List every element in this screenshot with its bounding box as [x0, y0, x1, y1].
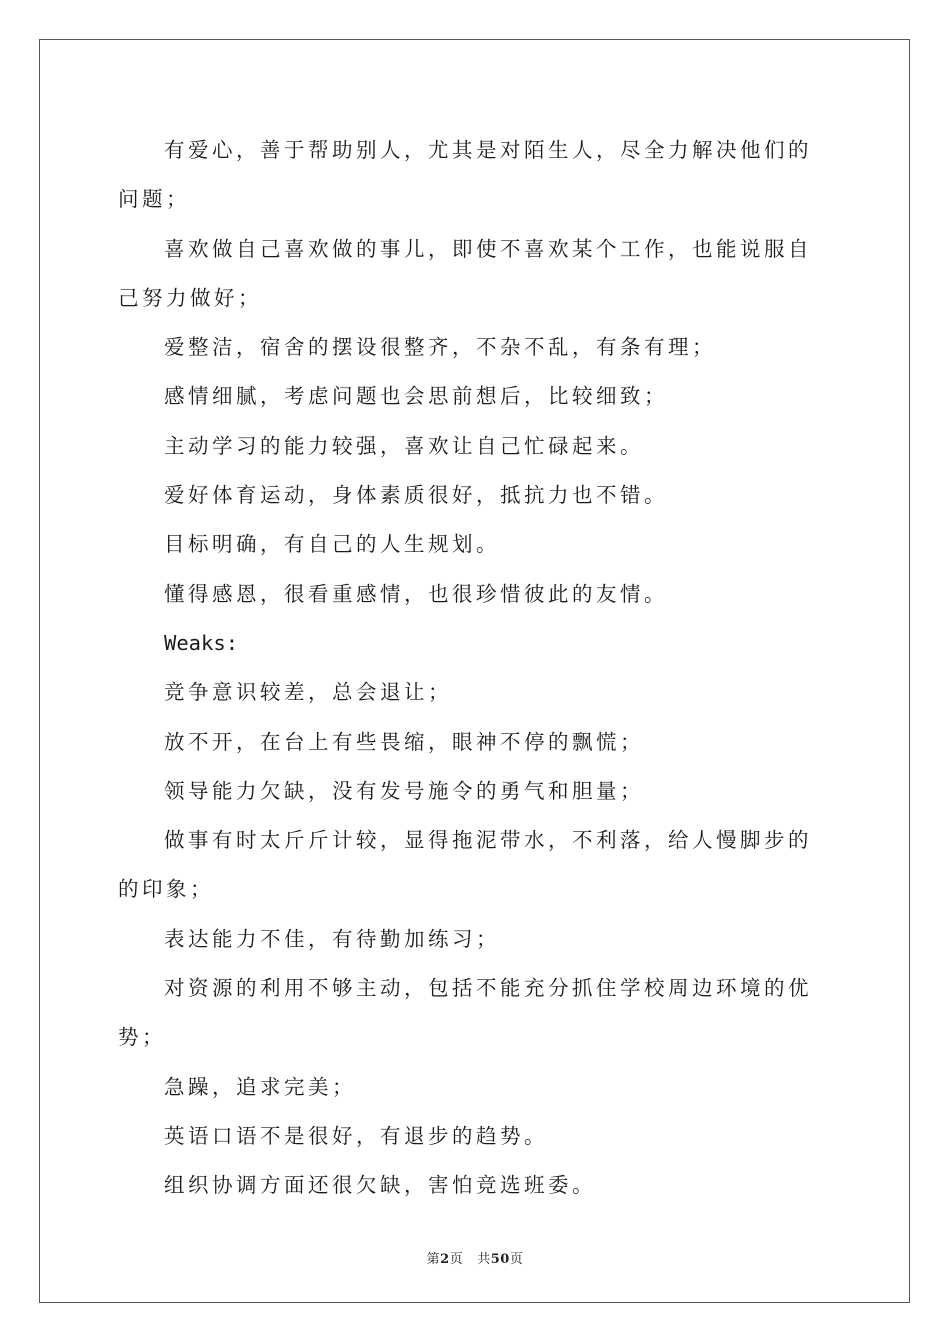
page-number: 2: [440, 1252, 450, 1267]
paragraph: 竞争意识较差，总会退让；: [164, 680, 452, 705]
paragraph: 喜欢做自己喜欢做的事儿，即使不喜欢某个工作，也能说服自己努力做好；: [118, 236, 812, 310]
paragraph: 急躁，追求完美；: [164, 1074, 356, 1099]
section-heading-weaks: Weaks:: [164, 630, 239, 655]
paragraph: 英语口语不是很好，有退步的趋势。: [164, 1123, 548, 1148]
paragraph: 对资源的利用不够主动，包括不能充分抓住学校周边环境的优势；: [118, 976, 812, 1050]
paragraph: 放不开，在台上有些畏缩，眼神不停的飘慌；: [164, 729, 644, 754]
total-suffix: 页: [509, 1252, 524, 1267]
paragraph: 主动学习的能力较强，喜欢让自己忙碌起来。: [164, 433, 644, 458]
total-pages: 50: [490, 1252, 510, 1267]
paragraph: 懂得感恩，很看重感情，也很珍惜彼此的友情。: [164, 581, 668, 606]
page-suffix: 页: [449, 1252, 464, 1267]
document-body: [118, 126, 834, 1211]
page-footer: [0, 1248, 950, 1267]
paragraph: 表达能力不佳，有待勤加练习；: [164, 926, 500, 951]
paragraph: 做事有时太斤斤计较，显得拖泥带水，不利落，给人慢脚步的的印象；: [118, 828, 812, 902]
paragraph: 组织协调方面还很欠缺，害怕竞选班委。: [164, 1173, 596, 1198]
paragraph: 爱整洁，宿舍的摆设很整齐，不杂不乱，有条有理；: [164, 335, 716, 360]
paragraph: 有爱心，善于帮助别人，尤其是对陌生人，尽全力解决他们的问题；: [118, 138, 812, 212]
paragraph: 目标明确，有自己的人生规划。: [164, 532, 500, 557]
total-prefix: 共: [477, 1252, 491, 1267]
page-prefix: 第: [426, 1252, 441, 1267]
paragraph: 领导能力欠缺，没有发号施令的勇气和胆量；: [164, 778, 644, 803]
paragraph: 爱好体育运动，身体素质很好，抵抗力也不错。: [164, 483, 668, 508]
paragraph: 感情细腻，考虑问题也会思前想后，比较细致；: [164, 384, 668, 409]
